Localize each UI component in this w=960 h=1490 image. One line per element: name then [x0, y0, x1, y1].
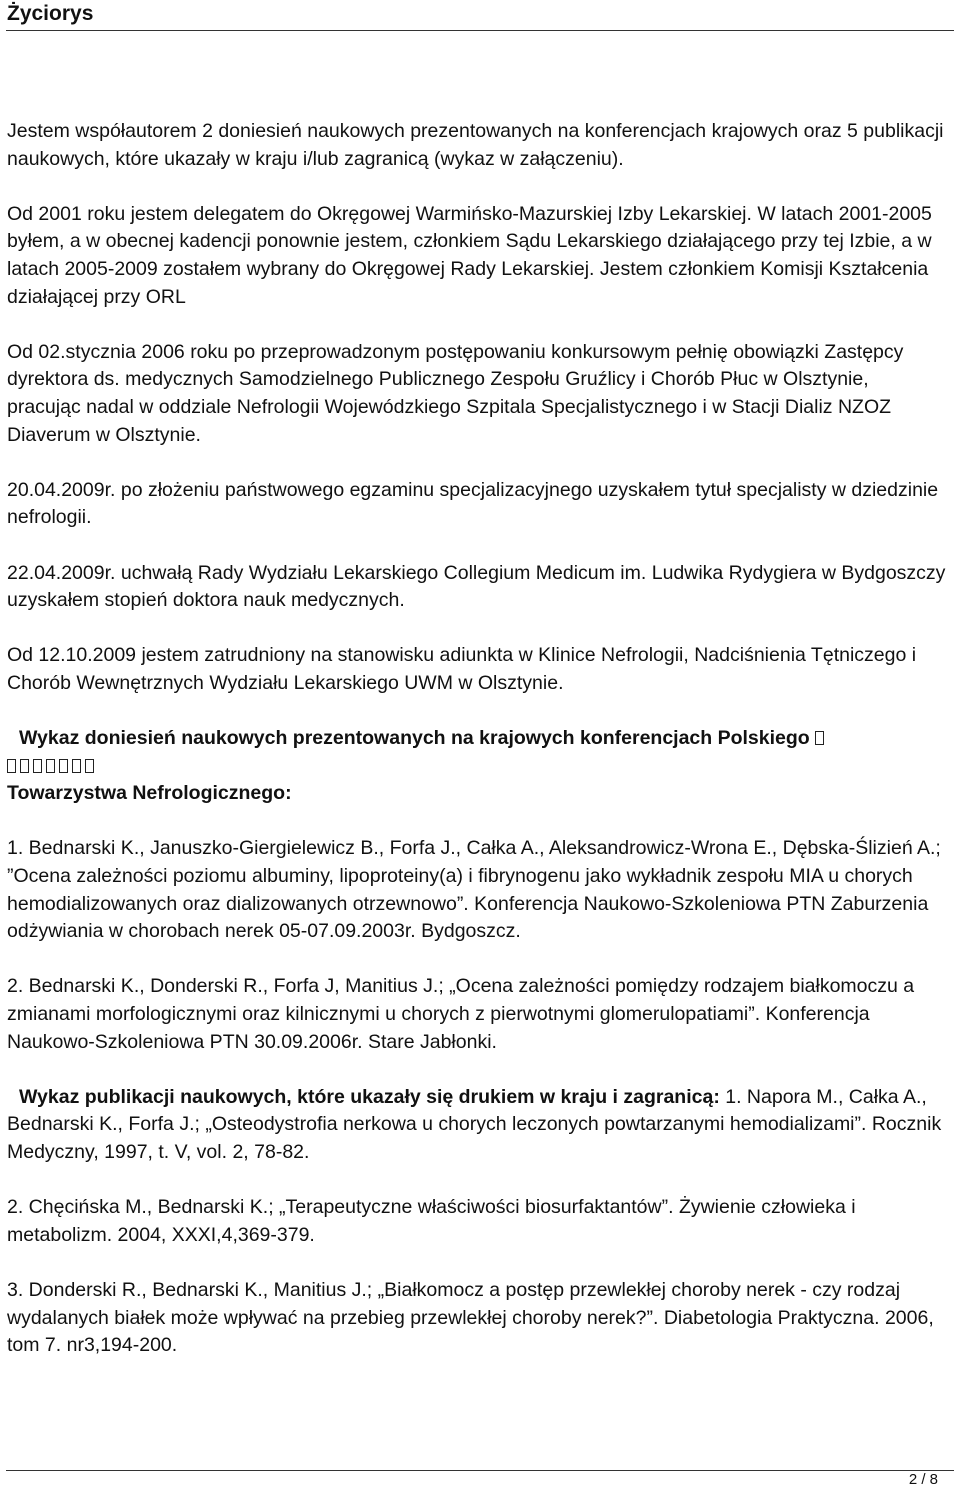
missing-glyph-row: [7, 753, 947, 781]
paragraph-specialization: 20.04.2009r. po złożeniu państwowego egzaminu specjalizacyjnego uzyskałem tytuł specjalisty w dziedzinie nefrologii.: [7, 478, 939, 529]
missing-glyph-icon: [46, 759, 55, 773]
section-heading-part1: Wykaz doniesień naukowych prezentowanych na krajowych konferencjach Polskiego: [19, 727, 810, 750]
paragraph-publications-summary: Jestem współautorem 2 doniesień naukowych prezentowanych na konferencjach krajowych oraz 5 publikacji naukowych, które ukazały w kraju i/lub zagranicą (wykaz w załączeniu).: [7, 120, 944, 170]
publication-item: 2. Chęcińska M., Bednarski K.; „Terapeutyczne właściwości biosurfaktantów”. Żywienie człowieka i metabolizm. 2004, XXXI,4,369-379.: [7, 1196, 856, 1246]
missing-glyph-icon: [7, 759, 16, 773]
page-number: 2 / 8: [908, 1471, 938, 1488]
missing-glyph-icon: [85, 759, 94, 773]
publication-item: 1. Napora M., Całka A., Bednarski K., Forfa J.; „Osteodystrofia nerkowa u chorych leczonych powtarzanymi hemodializami”. Rocznik Medyczny, 1997, t. V, vol. 2, 78-82.: [7, 1085, 942, 1163]
missing-glyph-icon: [20, 759, 29, 773]
conference-report-item: 2. Bednarski K., Donderski R., Forfa J, Manitius J.; „Ocena zależności pomiędzy rodzajem białkomoczu a zmianami morfologicznymi oraz kilnicznymi u chorych z pierwotnymi glomerulopatiami”. Konferencja Naukowo-Szkoleniowa PTN 30.09.2006r. Stare Jabłonki.: [7, 975, 915, 1053]
paragraph-deputy-director: Od 02.stycznia 2006 roku po przeprowadzonym postępowaniu konkursowym pełnię obowiązki Zastępcy dyrektora ds. medycznych Samodzielnego Publicznego Zespołu Gruźlicy i Chorób Płuc w Olsztynie, pracując nadal w oddziale Nefrologii Wojewódzkiego Szpitala Specjalistycznego i w Stacji Dializ NZOZ Diaverum w Olsztynie.: [7, 340, 904, 446]
missing-glyph-icon: [72, 759, 81, 773]
conference-report-item: 1. Bednarski K., Januszko-Giergielewicz B., Forfa J., Całka A., Aleksandrowicz-Wrona E., Dębska-Ślizień A.; ”Ocena zależności poziomu albuminy, lipoproteiny(a) i fibrynogenu jako wykładnik zespołu MIA u chorych hemodializowanych oraz dializowanych otrzewnowo”. Konferencja Naukowo-Szkoleniowa PTN Zaburzenia odżywiania w chorobach nerek 05-07.09.2003r. Bydgoszcz.: [7, 837, 941, 943]
footer-divider: [6, 1470, 954, 1471]
section-heading-publications: Wykaz publikacji naukowych, które ukazały się drukiem w kraju i zagranicą:: [19, 1085, 720, 1108]
missing-glyph-icon: [815, 731, 824, 745]
section-conference-reports: [7, 725, 947, 808]
paragraph-chamber-delegate: Od 2001 roku jestem delegatem do Okręgowej Warmińsko-Mazurskiej Izby Lekarskiej. W latach 2001-2005 byłem, a w obecnej kadencji ponownie jestem, członkiem Sądu Lekarskiego działającego przy tej Izbie, a w latach 2005-2009 zostałem wybrany do Okręgowej Rady Lekarskiej. Jestem członkiem Komisji Kształcenia działającej przy ORL: [7, 202, 932, 308]
title-divider: [6, 30, 954, 31]
document-body: [7, 118, 947, 1387]
missing-glyph-icon: [59, 759, 68, 773]
section-heading-part2: Towarzystwa Nefrologicznego:: [7, 782, 292, 805]
section-heading-conference-reports: [7, 725, 947, 753]
paragraph-employment: Od 12.10.2009 jestem zatrudniony na stanowisku adiunkta w Klinice Nefrologii, Nadciśnienia Tętniczego i Chorób Wewnętrznych Wydziału Lekarskiego UWM w Olsztynie.: [7, 644, 917, 694]
publication-item: 3. Donderski R., Bednarski K., Manitius J.; „Białkomocz a postęp przewlekłej choroby nerek - czy rodzaj wydalanych białek może wpływać na przebieg przewlekłej choroby nerek?”. Diabetologia Praktyczna. 2006, tom 7. nr3,194-200.: [7, 1278, 934, 1357]
missing-glyph-icon: [33, 759, 42, 773]
paragraph-doctorate: 22.04.2009r. uchwałą Rady Wydziału Lekarskiego Collegium Medicum im. Ludwika Rydygiera w Bydgoszczy uzyskałem stopień doktora nauk medycznych.: [7, 561, 946, 612]
section-publications: [7, 1084, 947, 1167]
page-title: Życiorys: [7, 2, 94, 25]
